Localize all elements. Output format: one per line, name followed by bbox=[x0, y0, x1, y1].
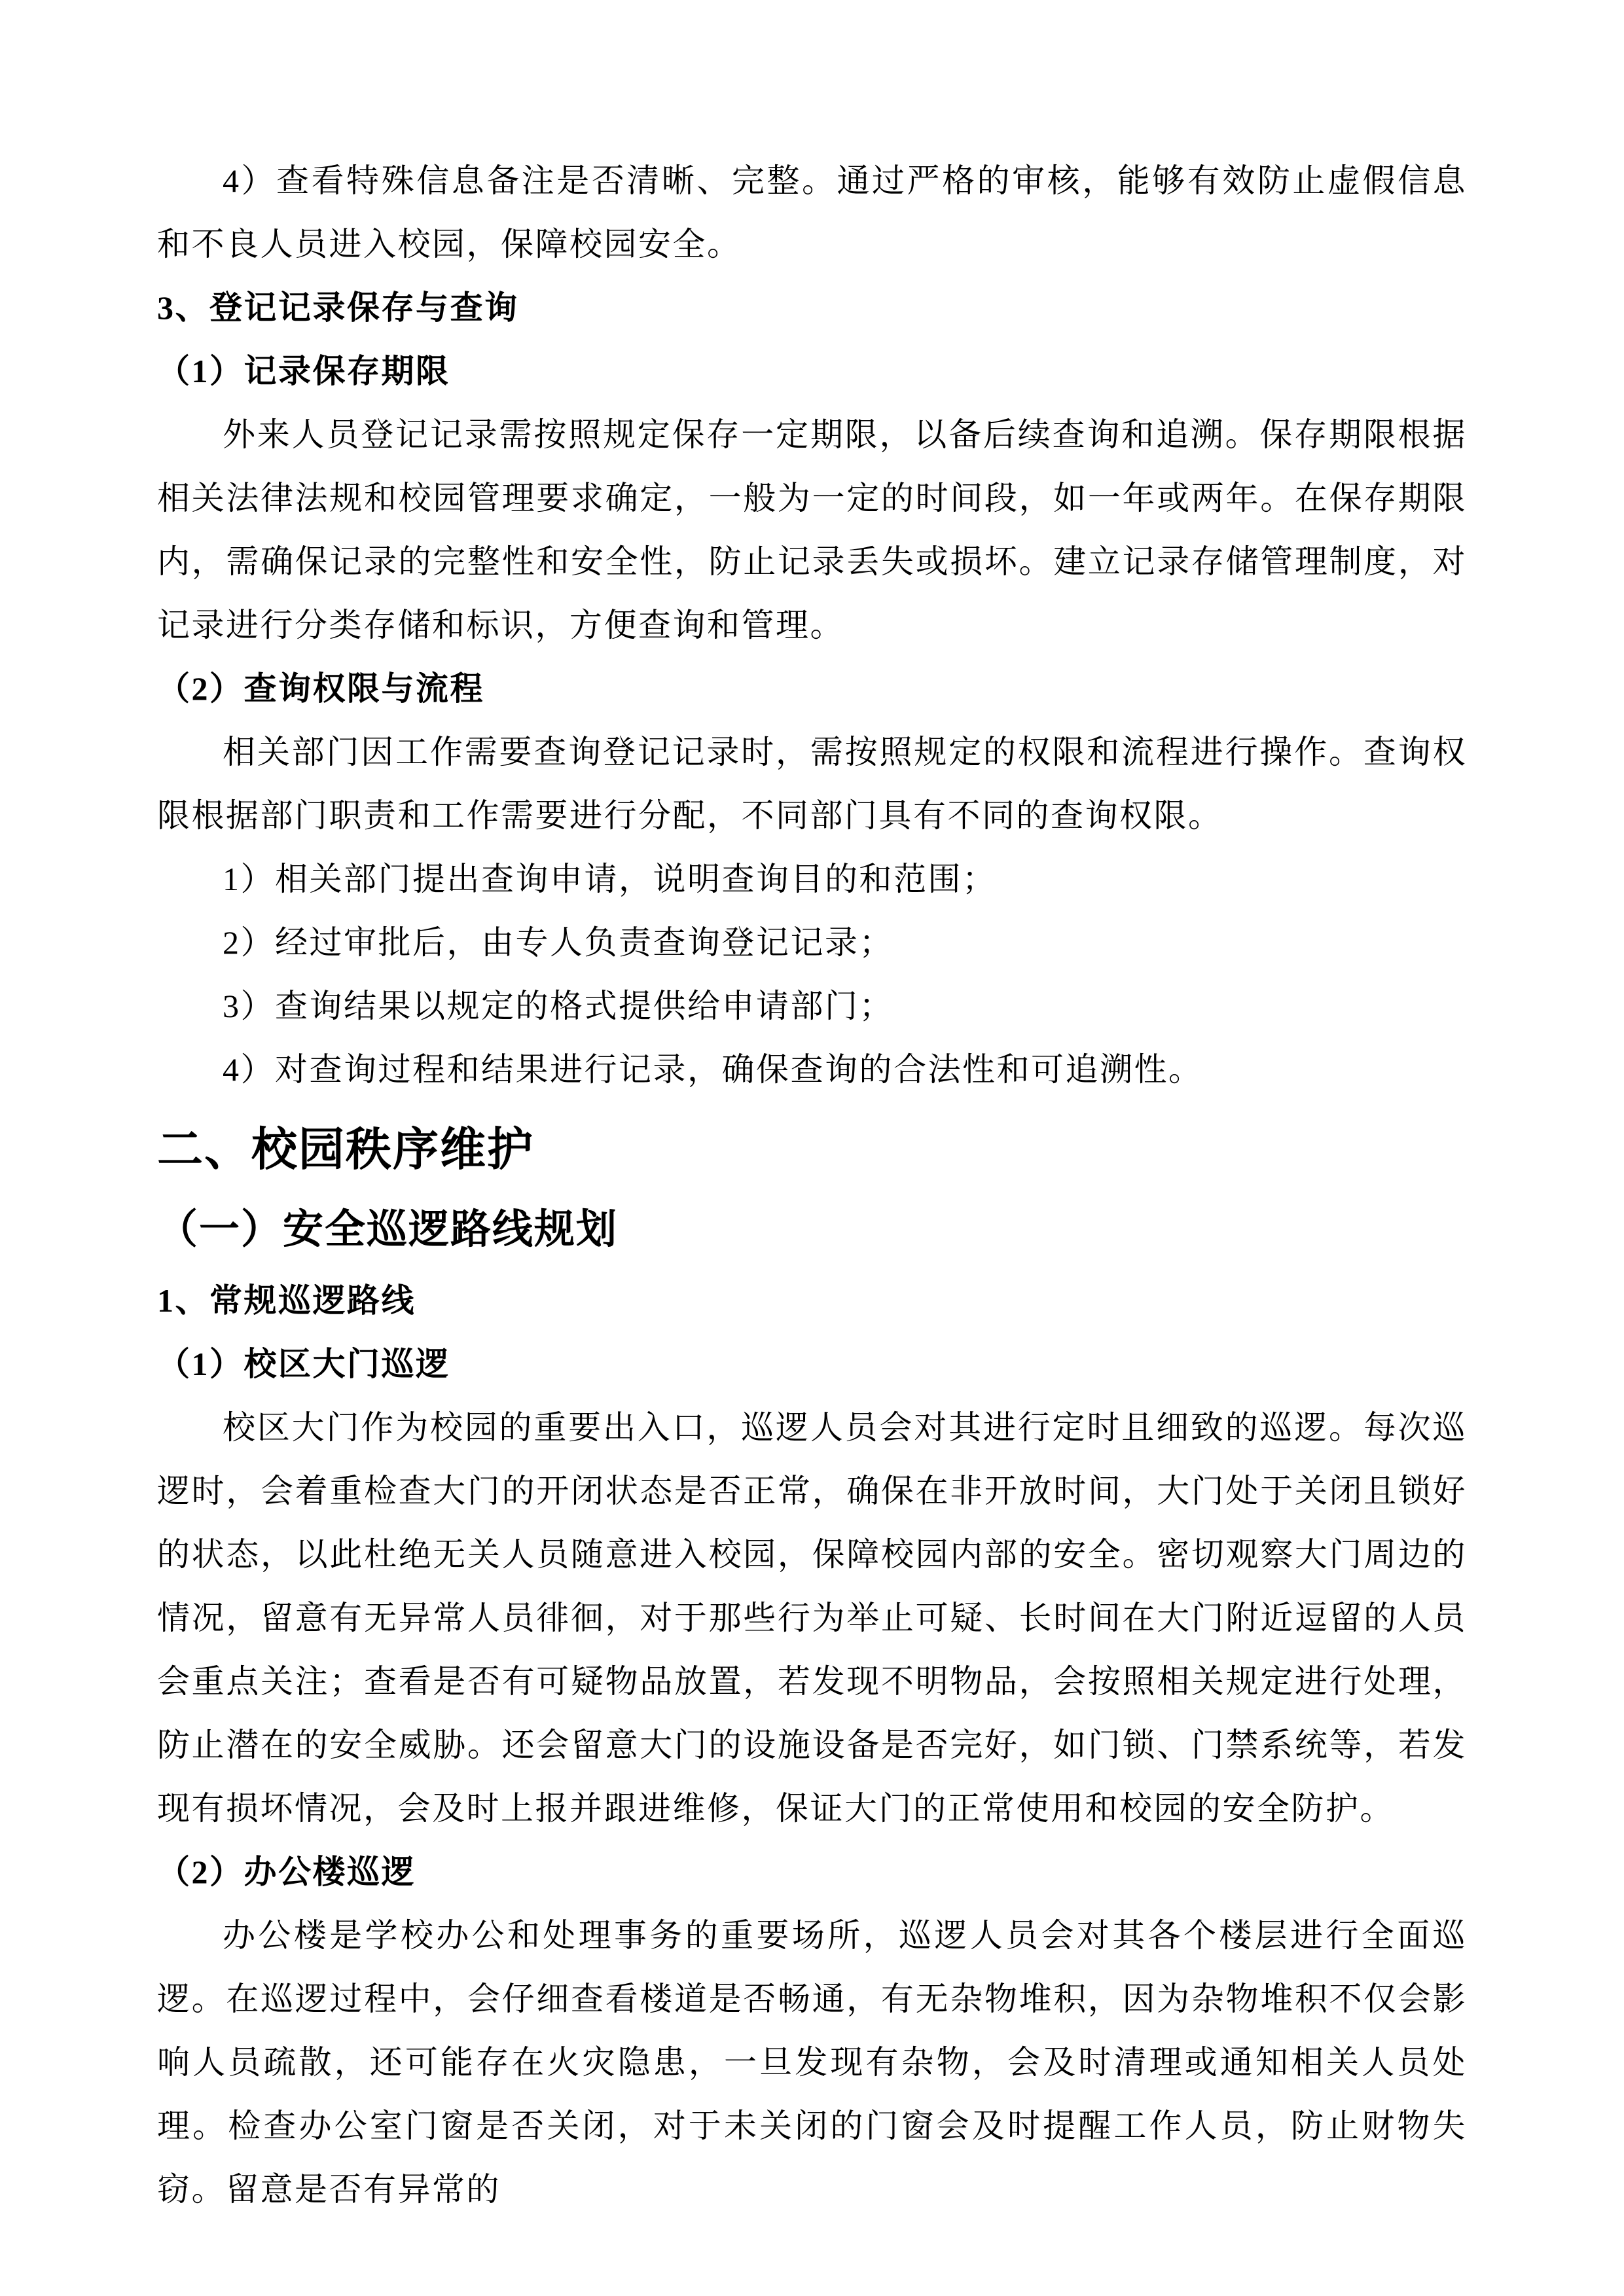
paragraph-retention-period-detail: 外来人员登记记录需按照规定保存一定期限，以备后续查询和追溯。保存期限根据相关法律法规和校园管理要求确定，一般为一定的时间段，如一年或两年。在保存期限内，需确保记录的完整性和安全性，防止记录丢失或损坏。建立记录存储管理制度，对记录进行分类存储和标识，方便查询和管理。 bbox=[157, 416, 1467, 643]
list-item-query-step-2: 2）经过审批后，由专人负责查询登记记录； bbox=[223, 924, 893, 961]
list-item-query-step-1: 1）相关部门提出查询申请，说明查询目的和范围； bbox=[223, 861, 997, 897]
heading-regular-patrol-routes: 1、常规巡逻路线 bbox=[157, 1282, 416, 1319]
heading-registration-record-storage-query: 3、登记记录保存与查询 bbox=[157, 289, 519, 326]
list-item-query-step-3: 3）查询结果以规定的格式提供给申请部门； bbox=[223, 988, 893, 1024]
heading-campus-order-maintenance: 二、校园秩序维护 bbox=[157, 1125, 534, 1175]
heading-record-retention-period: （1）记录保存期限 bbox=[157, 353, 450, 389]
paragraph-gate-patrol-detail: 校区大门作为校园的重要出入口，巡逻人员会对其进行定时且细致的巡逻。每次巡逻时，会着重检查大门的开闭状态是否正常，确保在非开放时间，大门处于关闭且锁好的状态，以此杜绝无关人员随意进入校园，保障校园内部的安全。密切观察大门周边的情况，留意有无异常人员徘徊，对于那些行为举止可疑、长时间在大门附近逗留的人员会重点关注；查看是否有可疑物品放置，若发现不明物品，会按照相关规定进行处理，防止潜在的安全威胁。还会留意大门的设施设备是否完好，如门锁、门禁系统等，若发现有损坏情况，会及时上报并跟进维修，保证大门的正常使用和校园的安全防护。 bbox=[157, 1409, 1467, 1827]
list-item-query-step-4: 4）对查询过程和结果进行记录，确保查询的合法性和可追溯性。 bbox=[223, 1051, 1203, 1088]
paragraph-special-info-review: 4）查看特殊信息备注是否清晰、完整。通过严格的审核，能够有效防止虚假信息和不良人员进入校园，保障校园安全。 bbox=[157, 162, 1467, 262]
paragraph-query-process-intro: 相关部门因工作需要查询登记记录时，需按照规定的权限和流程进行操作。查询权限根据部门职责和工作需要进行分配，不同部门具有不同的查询权限。 bbox=[157, 734, 1467, 834]
paragraph-office-patrol-detail: 办公楼是学校办公和处理事务的重要场所，巡逻人员会对其各个楼层进行全面巡逻。在巡逻过程中，会仔细查看楼道是否畅通，有无杂物堆积，因为杂物堆积不仅会影响人员疏散，还可能存在火灾隐患，一旦发现有杂物，会及时清理或通知相关人员处理。检查办公室门窗是否关闭，对于未关闭的门窗会及时提醒工作人员，防止财物失窃。留意是否有异常的 bbox=[157, 1917, 1467, 2208]
heading-campus-gate-patrol: （1）校区大门巡逻 bbox=[157, 1346, 450, 1382]
heading-query-authority-process: （2）查询权限与流程 bbox=[157, 670, 484, 707]
heading-office-building-patrol: （2）办公楼巡逻 bbox=[157, 1854, 416, 1890]
heading-security-patrol-route-planning: （一）安全巡逻路线规划 bbox=[157, 1208, 619, 1252]
